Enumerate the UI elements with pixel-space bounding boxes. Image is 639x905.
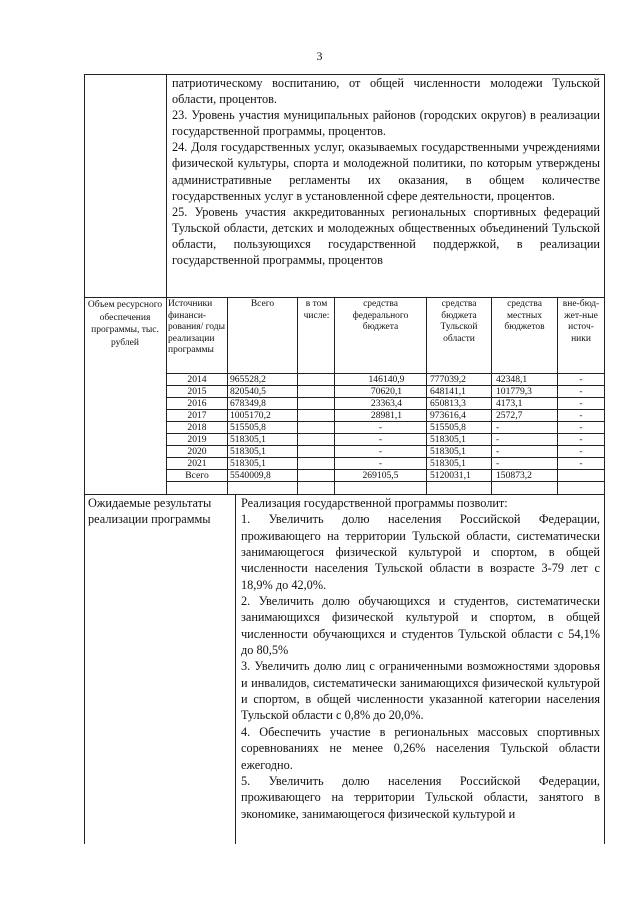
header-extrabudget: вне-бюд-жет-ные источ-ники — [562, 299, 600, 344]
header-regional: средства бюджета Тульской области — [440, 299, 478, 344]
row-total: 518305,1 — [230, 434, 266, 445]
row-federal: 146140,9 — [368, 374, 405, 385]
row-local: - — [496, 458, 500, 469]
row-total: 518305,1 — [230, 446, 266, 457]
results-intro: Реализация государственной программы позволит: — [241, 496, 508, 510]
row-year: 2016 — [187, 398, 207, 409]
row-regional: 518305,1 — [430, 458, 466, 469]
row-extrabudget — [559, 470, 603, 481]
row-federal: - — [378, 422, 383, 433]
results-text — [241, 495, 600, 822]
top-paragraph-1: патриотическому воспитанию, от общей численности молодежи Тульской области, процентов. — [172, 76, 600, 107]
row-extrabudget: - — [579, 434, 583, 445]
header-including: в том числе: — [303, 299, 330, 321]
result-item-1: 1. Увеличить долю населения Российской Федерации, проживающего на территории Тульской области, систематически занимающегося физической культурой и спортом, в общей численности населения Тульской области в возрасте 3-79 лет с 18,9% до 42,0%. — [241, 512, 600, 592]
result-item-5: 5. Увеличить долю населения Российской Федерации, проживающего на территории Тульской области, занятого в экономике, занимающегося физической культурой и — [241, 773, 600, 821]
row-federal: - — [378, 458, 383, 469]
top-paragraph-3: 24. Доля государственных услуг, оказываемых государственными учреждениями физической культуры, спорта и молодежной политики, по которым утверждены административные регламенты их оказания, в общем количестве государственных услуг в установленной сфере деятельности, процентов. — [172, 140, 600, 203]
row-local: 42348,1 — [496, 374, 528, 385]
row-regional: 518305,1 — [430, 434, 466, 445]
row-year: 2021 — [187, 458, 207, 469]
top-paragraph-2: 23. Уровень участия муниципальных районов (городских округов) в реализации государственной программы, процентов. — [172, 108, 600, 139]
row-total: 1005170,2 — [230, 410, 271, 421]
row-regional: 650813,3 — [430, 398, 466, 409]
row-regional: 648141,1 — [430, 386, 466, 397]
row-federal: 70620,1 — [370, 386, 403, 397]
funding-label: Объем ресурсного обеспечения программы, тыс. рублей — [87, 300, 163, 348]
row-total: 515505,8 — [230, 422, 266, 433]
funding-divider-1 — [227, 297, 228, 495]
row-year: 2019 — [187, 434, 207, 445]
funding-divider-2 — [297, 297, 298, 495]
row-local: - — [496, 422, 500, 433]
row-local: 101779,3 — [496, 386, 532, 397]
funding-divider-3 — [334, 297, 335, 495]
row-year: 2015 — [187, 386, 207, 397]
row-local: - — [496, 446, 500, 457]
funding-divider-6 — [557, 297, 558, 495]
result-item-2: 2. Увеличить долю обучающихся и студентов, систематически занимающихся физической культурой и спортом, в общей численности обучающихся и студентов Тульской области с 54,1% до 80,5% — [241, 594, 600, 658]
header-sources: Источники финанси-рования/ годы реализации программы — [168, 299, 225, 355]
row-extrabudget: - — [579, 374, 583, 385]
results-divider — [235, 494, 236, 844]
row-extrabudget: - — [579, 446, 583, 457]
row-total: 518305,1 — [230, 458, 266, 469]
row-year: Всего — [185, 470, 209, 481]
row-federal: - — [378, 434, 383, 445]
row-local: - — [496, 434, 500, 445]
results-label: Ожидаемые результаты реализации программы — [88, 496, 212, 527]
header-total: Всего — [250, 299, 275, 309]
row-regional: 5120031,1 — [430, 470, 471, 481]
row-local: 150873,2 — [496, 470, 532, 481]
row-extrabudget: - — [579, 410, 583, 421]
row-extrabudget: - — [579, 398, 583, 409]
header-federal: средства федерального бюджета — [352, 299, 409, 332]
row-federal: 28981,1 — [370, 410, 403, 421]
row-local: 4173,1 — [496, 398, 523, 409]
row-extrabudget: - — [579, 458, 583, 469]
row-extrabudget: - — [579, 422, 583, 433]
row-regional: 777039,2 — [430, 374, 466, 385]
row-year: 2017 — [187, 410, 207, 421]
result-item-4: 4. Обеспечить участие в региональных массовых спортивных соревнованиях не менее 0,26% населения Тульской области ежегодно. — [241, 724, 600, 772]
row-line-9 — [166, 481, 605, 482]
header-local: средства местных бюджетов — [504, 299, 545, 332]
funding-divider-label — [166, 297, 167, 495]
row-regional: 515505,8 — [430, 422, 466, 433]
row-total: 965528,2 — [230, 374, 266, 385]
row-total: 820540,5 — [230, 386, 266, 397]
row-federal: - — [378, 446, 383, 457]
row-year: 2020 — [187, 446, 207, 457]
page-number: 3 — [316, 49, 323, 63]
top-section-divider — [166, 74, 167, 298]
row-year: 2014 — [187, 374, 207, 385]
funding-divider-5 — [491, 297, 492, 495]
top-paragraph-4: 25. Уровень участия аккредитованных региональных спортивных федераций Тульской области, детских и молодежных общественных объединений Тульской области, пользующихся государственной поддержкой, в реализации государственной программы, процентов — [172, 204, 600, 268]
row-regional: 973616,4 — [430, 410, 466, 421]
row-total: 678349,8 — [230, 398, 266, 409]
row-federal: 23363,4 — [370, 398, 403, 409]
row-total: 5540009,8 — [230, 470, 271, 481]
result-item-3: 3. Увеличить долю лиц с ограниченными возможностями здоровья и инвалидов, систематически занимающихся физической культурой и спортом, в общей численности указанной категории населения Тульской области с 0,8% до 20,0%. — [241, 659, 600, 723]
row-extrabudget: - — [579, 386, 583, 397]
row-regional: 518305,1 — [430, 446, 466, 457]
row-local: 2572,7 — [496, 410, 523, 421]
row-year: 2018 — [187, 422, 207, 433]
row-federal: 269105,5 — [362, 470, 399, 481]
top-section-text — [172, 75, 600, 268]
